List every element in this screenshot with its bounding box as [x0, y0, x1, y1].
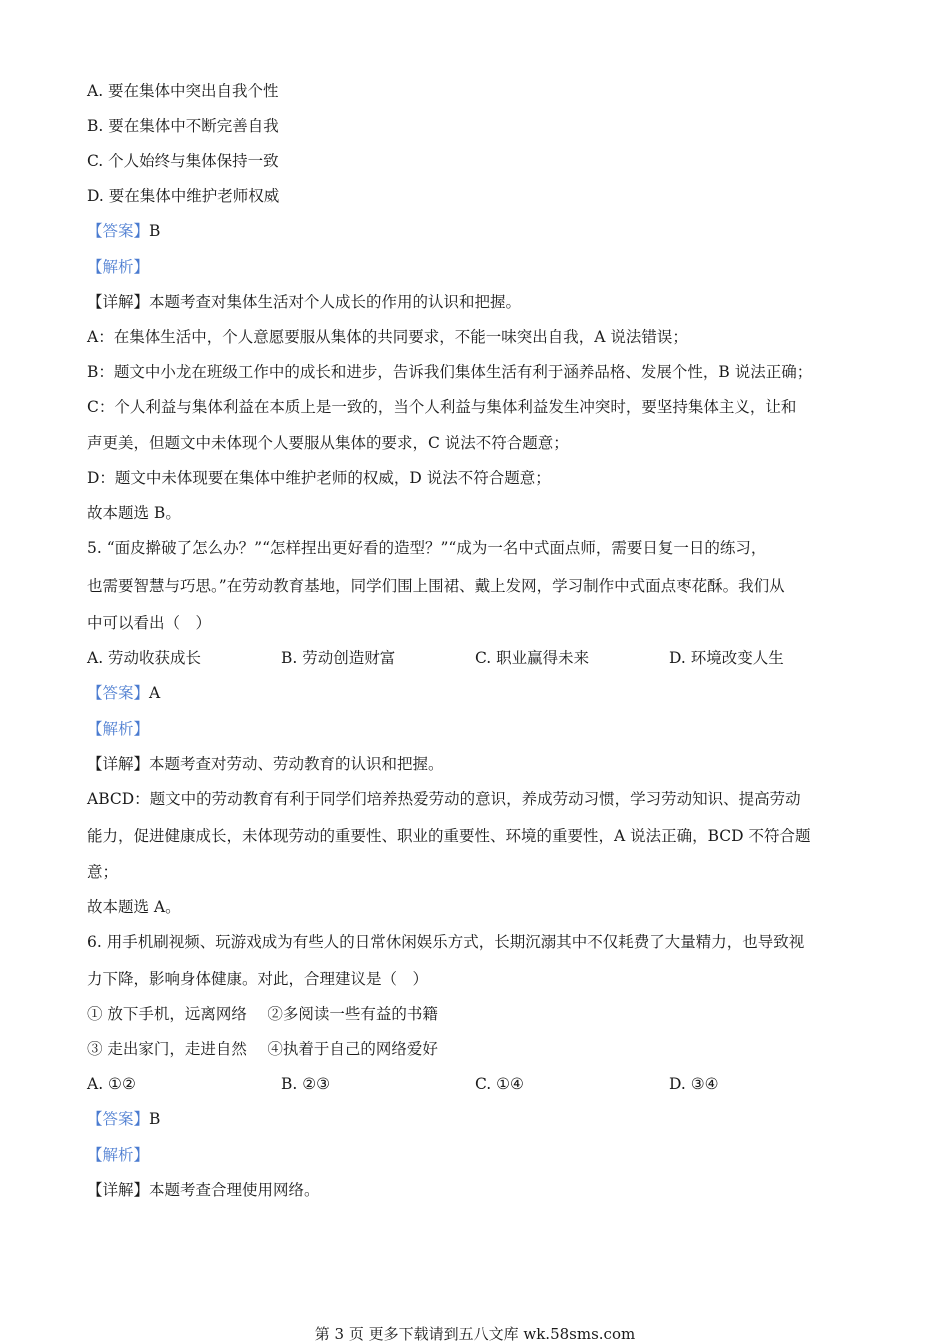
q4-analysis-line: B：题文中小龙在班级工作中的成长和进步，告诉我们集体生活有利于涵养品格、发展个性，B 说法正确；	[87, 363, 813, 381]
q6-stem-line: 力下降，影响身体健康。对此，合理建议是（ ）	[87, 970, 429, 988]
q6-option-d: D. ③④	[669, 1075, 719, 1093]
q6-option-c: C. ①④	[475, 1075, 524, 1093]
answer-value: B	[149, 222, 161, 240]
q6-options	[87, 1074, 867, 1094]
q5-option-d: D. 环境改变人生	[669, 649, 784, 667]
q5-stem-line: 中可以看出（ ）	[87, 614, 212, 632]
answer-value: A	[149, 684, 161, 702]
q5-analysis-line: ABCD：题文中的劳动教育有利于同学们培养热爱劳动的意识，养成劳动习惯，学习劳动知识、提高劳动	[87, 790, 801, 808]
q5-option-c: C. 职业赢得未来	[475, 649, 590, 667]
q4-analysis-line: C：个人利益与集体利益在本质上是一致的，当个人利益与集体利益发生冲突时，要坚持集体主义，让和	[87, 398, 797, 416]
q5-option-b: B. 劳动创造财富	[281, 649, 396, 667]
q4-analysis-line: D：题文中未体现要在集体中维护老师的权威，D 说法不符合题意；	[87, 469, 551, 487]
q6-detail	[87, 1180, 867, 1200]
q4-option-d: D. 要在集体中维护老师权威	[87, 187, 280, 205]
q4-option-b: B. 要在集体中不断完善自我	[87, 117, 279, 135]
q5-answer	[87, 683, 867, 703]
q5-option-a: A. 劳动收获成长	[87, 649, 202, 667]
q5-detail	[87, 754, 867, 774]
q4-option-a: A. 要在集体中突出自我个性	[87, 82, 279, 100]
q6-answer	[87, 1109, 867, 1129]
q5-options	[87, 648, 867, 668]
answer-label: 【答案】	[87, 1110, 150, 1128]
q4-analysis-label: 【解析】	[87, 258, 150, 276]
q6-choice-line: ③ 走出家门，走进自然 ④执着于自己的网络爱好	[87, 1040, 438, 1058]
q4-option-c: C. 个人始终与集体保持一致	[87, 152, 279, 170]
answer-value: B	[149, 1110, 161, 1128]
q4-answer	[87, 221, 867, 241]
q5-conclusion: 故本题选 A。	[87, 898, 181, 916]
answer-label: 【答案】	[87, 684, 150, 702]
q5-analysis-label: 【解析】	[87, 720, 150, 738]
q4-detail	[87, 292, 867, 312]
detail-label: 【详解】	[87, 1181, 150, 1199]
detail-label: 【详解】	[87, 755, 150, 773]
q5-stem-line: 也需要智慧与巧思。”在劳动教育基地，同学们围上围裙、戴上发网，学习制作中式面点枣花酥。我们从	[87, 577, 785, 595]
detail-text: 本题考查对集体生活对个人成长的作用的认识和把握。	[149, 293, 522, 311]
q6-option-b: B. ②③	[281, 1075, 331, 1093]
page-footer: 第 3 页 更多下载请到五八文库 wk.58sms.com	[314, 1325, 636, 1343]
detail-label: 【详解】	[87, 293, 150, 311]
q4-analysis-line: 声更美，但题文中未体现个人要服从集体的要求，C 说法不符合题意；	[87, 434, 569, 452]
q4-analysis-line: A：在集体生活中，个人意愿要服从集体的共同要求，不能一味突出自我，A 说法错误；	[87, 328, 688, 346]
q6-analysis-label: 【解析】	[87, 1146, 150, 1164]
q4-conclusion: 故本题选 B。	[87, 504, 181, 522]
answer-label: 【答案】	[87, 222, 150, 240]
q5-analysis-line: 意；	[87, 863, 119, 881]
q6-option-a: A. ①②	[87, 1075, 136, 1093]
q6-stem-line: 6. 用手机刷视频、玩游戏成为有些人的日常休闲娱乐方式，长期沉溺其中不仅耗费了大量精力，也导致视	[87, 933, 805, 951]
q5-analysis-line: 能力，促进健康成长，未体现劳动的重要性、职业的重要性、环境的重要性，A 说法正确，BCD 不符合题	[87, 827, 811, 845]
detail-text: 本题考查合理使用网络。	[149, 1181, 320, 1199]
q6-choice-line: ① 放下手机，远离网络 ②多阅读一些有益的书籍	[87, 1005, 438, 1023]
detail-text: 本题考查对劳动、劳动教育的认识和把握。	[149, 755, 444, 773]
q5-stem-line: 5. “面皮擀破了怎么办？”“怎样捏出更好看的造型？”“成为一名中式面点师，需要日复一日的练习，	[87, 539, 767, 557]
